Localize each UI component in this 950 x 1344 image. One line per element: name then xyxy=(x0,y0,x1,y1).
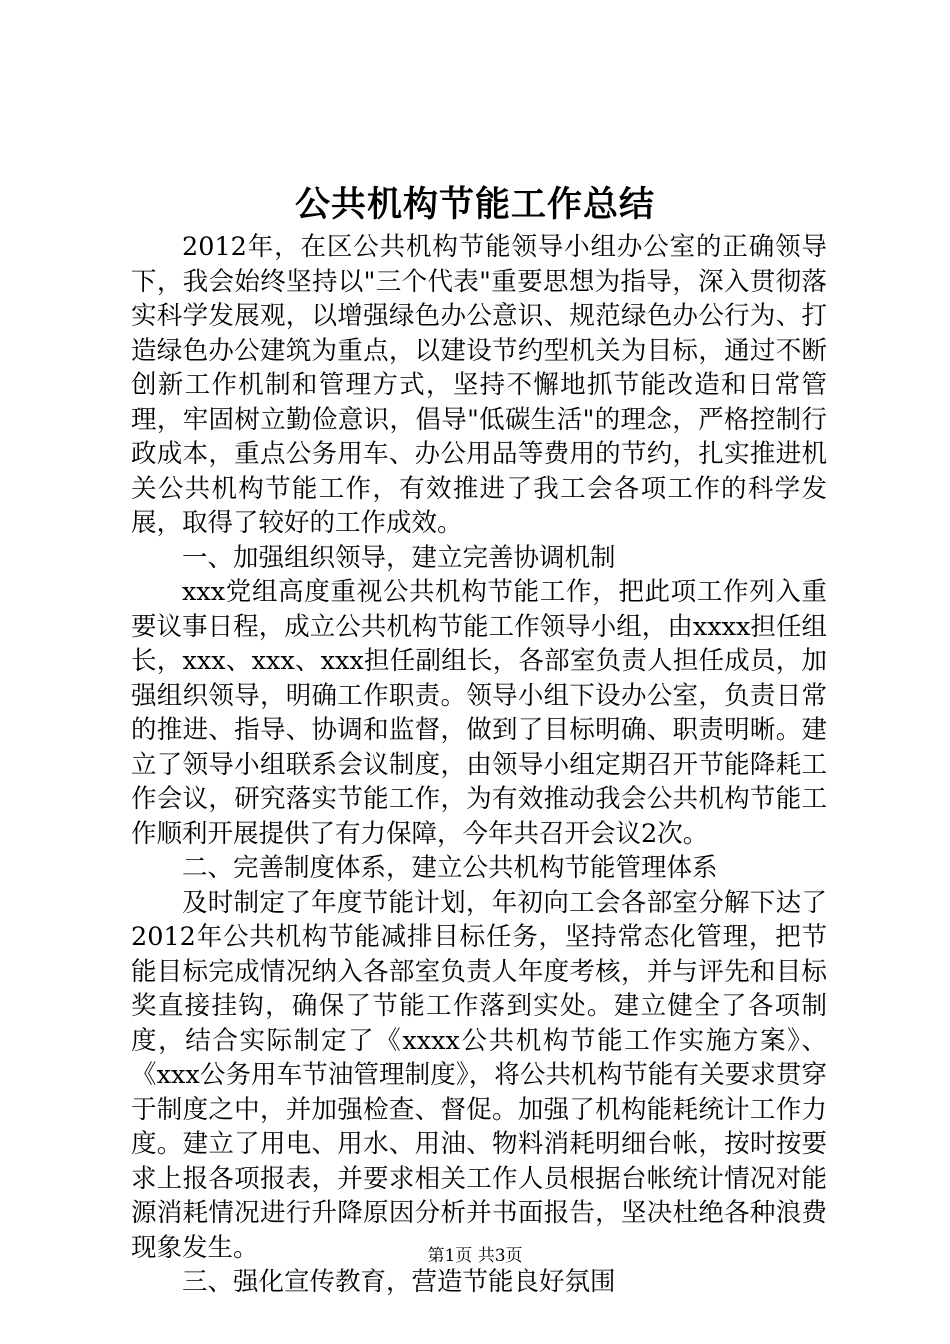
document-body xyxy=(131,230,827,1300)
section-heading-1: 一、加强组织领导，建立完善协调机制 xyxy=(182,542,616,573)
section-heading-3: 三、强化宣传教育，营造节能良好氛围 xyxy=(182,1267,616,1297)
section-heading-2: 二、完善制度体系，建立公共机构节能管理体系 xyxy=(182,853,718,883)
paragraph-intro: 2012年，在区公共机构节能领导小组办公室的正确领导下，我会始终坚持以"三个代表"重要思想为指导，深入贯彻落实科学发展观，以增强绿色办公意识、规范绿色办公行为、打造绿色办公建筑为重点，以建设节约型机关为目标，通过不断创新工作机制和管理方式，坚持不懈地抓节能改造和日常管理，牢固树立勤俭意识，倡导"低碳生活"的理念，严格控制行政成本，重点公务用车、办公用品等费用的节约，扎实推进机关公共机构节能工作，有效推进了我工会各项工作的科学发展，取得了较好的工作成效。 xyxy=(131,232,827,538)
paragraph-section-1: xxx党组高度重视公共机构节能工作，把此项工作列入重要议事日程，成立公共机构节能工作领导小组，由xxxx担任组长，xxx、xxx、xxx担任副组长，各部室负责人担任成员，加强组织领导，明确工作职责。领导小组下设办公室，负责日常的推进、指导、协调和监督，做到了目标明确、职责明晰。建立了领导小组联系会议制度，由领导小组定期召开节能降耗工作会议，研究落实节能工作，为有效推动我会公共机构节能工作顺利开展提供了有力保障，今年共召开会议2次。 xyxy=(131,577,827,849)
page-number-footer: 第1页 共3页 xyxy=(427,1246,523,1266)
document-title: 公共机构节能工作总结 xyxy=(294,184,655,225)
paragraph-section-2: 及时制定了年度节能计划，年初向工会各部室分解下达了2012年公共机构节能减排目标任务，坚持常态化管理，把节能目标完成情况纳入各部室负责人年度考核，并与评先和目标奖直接挂钩，确保了节能工作落到实处。建立健全了各项制度，结合实际制定了《xxxx公共机构节能工作实施方案》、《xxx公务用车节油管理制度》，将公共机构节能有关要求贯穿于制度之中，并加强检查、督促。加强了机构能耗统计工作力度。建立了用电、用水、用油、物料消耗明细台帐，按时按要求上报各项报表，并要求相关工作人员根据台帐统计情况对能源消耗情况进行升降原因分析并书面报告，坚决杜绝各种浪费现象发生。 xyxy=(131,887,827,1263)
